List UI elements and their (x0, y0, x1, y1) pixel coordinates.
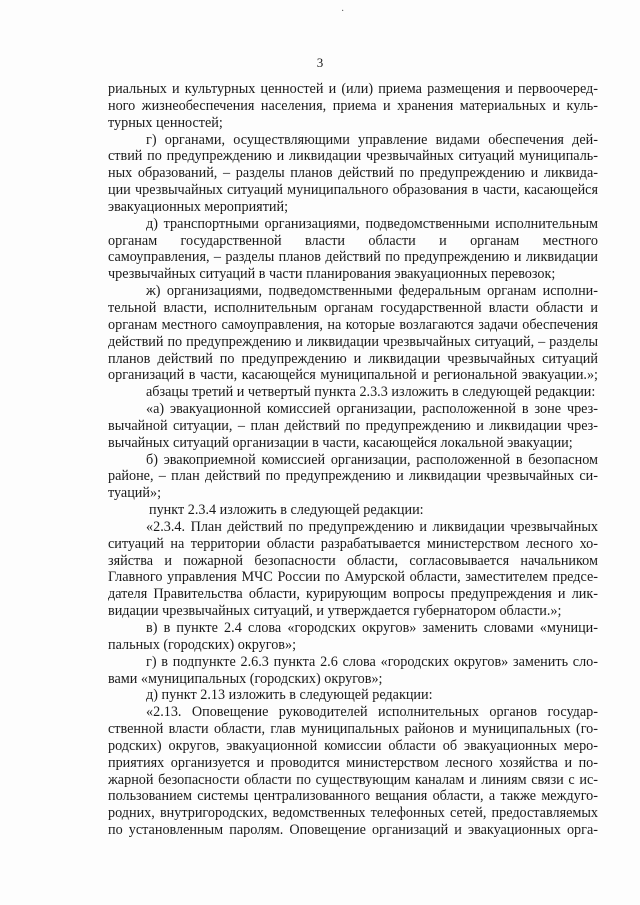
text-line: г) в подпункте 2.6.3 пункта 2.6 слова «городских округов» заменить сло- (146, 653, 598, 670)
text-line: в) в пункте 2.4 слова «городских округов» заменить словами «муници- (146, 620, 598, 636)
text-line: риальных и культурных ценностей и (или) приема размещения и первоочеред- (108, 81, 598, 97)
text-line: «2.3.4. План действий по предупреждению и ликвидации чрезвычайных (146, 518, 598, 535)
text-line: действий по предупреждению и ликвидации чрезвычайных ситуаций, – разделы (108, 333, 598, 350)
page-number: 3 (316, 55, 324, 70)
text-line: г) органами, осуществляющими управление видами обеспечения дей- (146, 131, 598, 148)
text-line: организаций в части, касающейся муниципальной и региональной эвакуации.»; (108, 367, 598, 384)
text-line: д) транспортными организациями, подведомственными исполнительным (146, 215, 598, 232)
text-line: пальных (городских) округов»; (108, 636, 297, 653)
text-line: абзацы третий и четвертый пункта 2.3.3 изложить в следующей редакции: (146, 384, 596, 401)
text-line: районе, – план действий по предупреждению и ликвидации чрезвычайных си- (108, 468, 598, 485)
text-line: пользованием системы централизованного вещания области, а также междуго- (108, 788, 598, 805)
text-line: вычайной ситуации, – план действий по предупреждению и ликвидации чрез- (108, 417, 598, 434)
text-line: «2.13. Оповещение руководителей исполнительных органов государ- (146, 704, 598, 721)
top-mark: · (341, 6, 345, 17)
text-line: «а) эвакуационной комиссией организации, расположенной в зоне чрез- (146, 401, 598, 418)
text-line: эвакуационных мероприятий; (108, 198, 289, 215)
text-line: ного жизнеобеспечения населения, приема и хранения материальных и куль- (108, 97, 598, 114)
text-line: зяйства и пожарной безопасности области, согласовывается начальником (108, 552, 598, 569)
text-line: д) пункт 2.13 изложить в следующей редакции: (146, 687, 433, 704)
text-line: б) эвакоприемной комиссией организации, расположенной в безопасном (146, 451, 598, 468)
text-line: ж) организациями, подведомственными федеральным органам исполни- (146, 283, 598, 300)
text-line: ствий по предупреждению и ликвидации чрезвычайных ситуаций муниципаль- (108, 148, 598, 165)
document-body (108, 81, 598, 839)
text-line: Главного управления МЧС России по Амурской области, заместителем предсе- (108, 569, 598, 586)
text-line: пункт 2.3.4 изложить в следующей редакции: (149, 502, 424, 519)
text-line: тельной власти, исполнительным органам государственной власти области и (108, 299, 598, 316)
text-line: органам государственной власти области и органам местного (108, 232, 598, 249)
text-line: туаций»; (108, 485, 162, 502)
text-line: чрезвычайных ситуаций в части планирования эвакуационных перевозок; (108, 266, 556, 283)
text-line: вами «муниципальных (городских) округов»; (108, 670, 383, 687)
text-line: ситуаций на территории области разрабатывается министерством лесного хо- (108, 535, 598, 552)
text-line: планов действий по предупреждению и ликвидации чрезвычайных ситуаций (108, 350, 598, 367)
text-line: ственной власти области, глав муниципальных районов и муниципальных (го- (108, 721, 598, 738)
text-line: вычайных ситуаций организации в части, касающейся локальной эвакуации; (108, 434, 573, 451)
text-line: по установленным паролям. Оповещение организаций и эвакуационных орга- (108, 822, 598, 839)
text-line: родских) округов, эвакуационной комиссии области об эвакуационных меро- (108, 737, 598, 754)
text-line: ции чрезвычайных ситуаций муниципального образования в части, касающейся (108, 182, 598, 199)
text-line: ных образований, – разделы планов действий по предупреждению и ликвида- (108, 165, 598, 182)
text-line: дателя Правительства области, курирующим вопросы предупреждения и лик- (108, 586, 598, 603)
text-line: жарной безопасности области по существующим каналам и линиям связи с ис- (108, 771, 598, 788)
text-line: органам местного самоуправления, на которые возлагаются задачи обеспечения (108, 316, 598, 333)
text-line: приятиях организуется и проводится министерством лесного хозяйства и по- (108, 754, 598, 771)
text-line: видации чрезвычайных ситуаций, и утверждается губернатором области.»; (108, 603, 562, 620)
text-line: родних, внутригородских, ведомственных телефонных сетей, предоставляемых (108, 805, 598, 822)
text-line: самоуправления, – разделы планов действий по предупреждению и ликвидации (108, 249, 598, 266)
text-line: турных ценностей; (108, 114, 223, 131)
